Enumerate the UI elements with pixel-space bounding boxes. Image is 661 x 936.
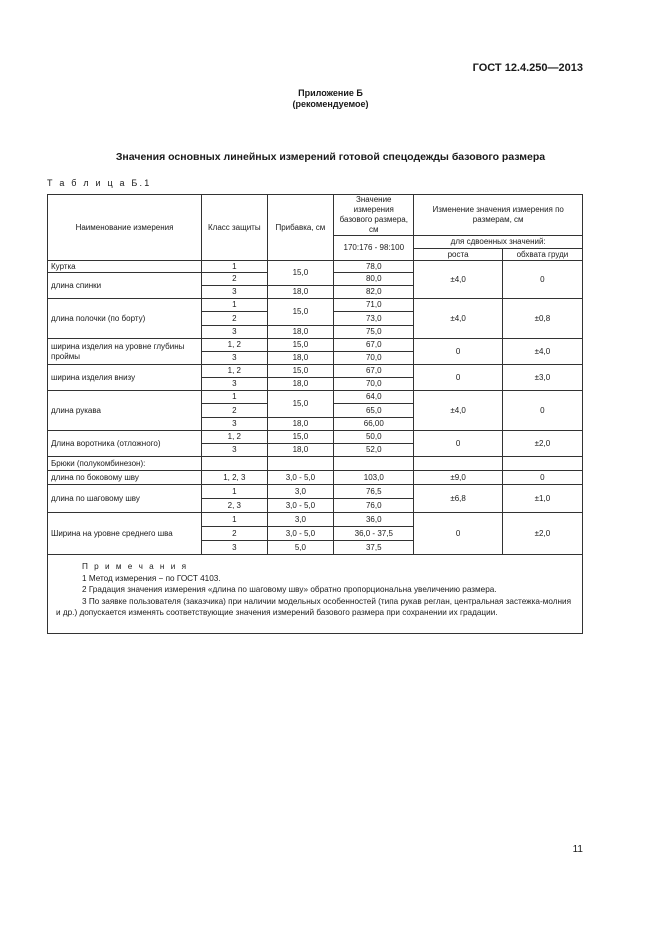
cell: 15,0 — [267, 391, 334, 418]
cell: 76,0 — [334, 499, 414, 513]
table-row — [48, 391, 583, 404]
cell: 2, 3 — [202, 499, 268, 513]
cell: 18,0 — [267, 418, 334, 431]
cell: 50,0 — [334, 431, 414, 444]
cell: ±1,0 — [502, 485, 582, 513]
cell: 1 — [202, 391, 268, 404]
cell: 37,5 — [334, 541, 414, 555]
cell: ±2,0 — [502, 431, 582, 457]
cell: 64,0 — [334, 391, 414, 404]
cell: 71,0 — [334, 299, 414, 312]
cell: ±9,0 — [414, 471, 502, 485]
cell: 3 — [202, 418, 268, 431]
row-label: длина по шаговому шву — [48, 485, 202, 513]
cell: 15,0 — [267, 261, 334, 286]
row-label: длина по боковому шву — [48, 471, 202, 485]
cell — [502, 457, 582, 471]
cell: 0 — [414, 513, 502, 555]
cell — [267, 457, 334, 471]
cell: 15,0 — [267, 299, 334, 326]
cell: 2 — [202, 527, 268, 541]
table-row — [48, 365, 583, 378]
cell: 70,0 — [334, 378, 414, 391]
cell: 18,0 — [267, 352, 334, 365]
table-row — [48, 261, 583, 273]
cell: 15,0 — [267, 339, 334, 352]
cell: 18,0 — [267, 378, 334, 391]
cell: 0 — [414, 365, 502, 391]
annex-heading — [0, 88, 661, 110]
cell: 3 — [202, 444, 268, 457]
row-label: длина рукава — [48, 391, 202, 431]
cell: ±4,0 — [414, 391, 502, 431]
row-label: Длина воротника (отложного) — [48, 431, 202, 457]
table-row — [48, 457, 583, 471]
cell: 52,0 — [334, 444, 414, 457]
cell: ±4,0 — [414, 261, 502, 299]
cell: 1 — [202, 261, 268, 273]
annex-subtitle: (рекомендуемое) — [292, 99, 369, 109]
cell: 36,0 - 37,5 — [334, 527, 414, 541]
table-row — [48, 513, 583, 527]
col-header-height: роста — [414, 249, 502, 261]
cell: 5,0 — [267, 541, 334, 555]
cell: 76,5 — [334, 485, 414, 499]
cell: 2 — [202, 312, 268, 326]
col-header-chest: обхвата груди — [502, 249, 582, 261]
cell: 78,0 — [334, 261, 414, 273]
cell: 80,0 — [334, 273, 414, 286]
table-row — [48, 471, 583, 485]
row-label: Ширина на уровне среднего шва — [48, 513, 202, 555]
cell: 3 — [202, 286, 268, 299]
annex-title: Приложение Б — [298, 88, 363, 98]
cell: 0 — [414, 339, 502, 365]
cell: 70,0 — [334, 352, 414, 365]
table-row — [48, 485, 583, 499]
cell: 0 — [502, 261, 582, 299]
cell: 3,0 — [267, 485, 334, 499]
cell: ±3,0 — [502, 365, 582, 391]
cell: 75,0 — [334, 326, 414, 339]
cell: 3,0 - 5,0 — [267, 471, 334, 485]
cell: 67,0 — [334, 339, 414, 352]
cell: 1, 2 — [202, 365, 268, 378]
note-1: 1 Метод измерения − по ГОСТ 4103. — [82, 573, 221, 583]
row-label: длина спинки — [48, 273, 202, 299]
col-header-allowance: Прибавка, см — [267, 195, 334, 261]
col-header-value: Значение измерения базового размера, см — [334, 195, 414, 236]
cell: ±0,8 — [502, 299, 582, 339]
cell: ±6,8 — [414, 485, 502, 513]
cell — [334, 457, 414, 471]
cell: ±2,0 — [502, 513, 582, 555]
cell: 3 — [202, 541, 268, 555]
table-label: Т а б л и ц а Б.1 — [47, 178, 152, 188]
notes-heading: П р и м е ч а н и я — [82, 562, 189, 571]
col-header-change: Изменение значения измерения по размерам, см — [414, 195, 583, 236]
cell: 15,0 — [267, 365, 334, 378]
page-number: 11 — [572, 844, 583, 855]
col-header-name: Наименование измерения — [48, 195, 202, 261]
row-label: ширина изделия на уровне глубины проймы — [48, 339, 202, 365]
cell: 18,0 — [267, 326, 334, 339]
cell — [202, 457, 268, 471]
cell: 3 — [202, 352, 268, 365]
cell: 1 — [202, 513, 268, 527]
cell: 0 — [502, 471, 582, 485]
cell: 1, 2 — [202, 431, 268, 444]
row-label: длина полочки (по борту) — [48, 299, 202, 339]
row-label: Куртка — [48, 261, 202, 273]
document-title: Значения основных линейных измерений готовой спецодежды базового размера — [115, 151, 546, 163]
cell — [414, 457, 502, 471]
cell: 15,0 — [267, 431, 334, 444]
cell: 0 — [414, 431, 502, 457]
row-label: Брюки (полукомбинезон): — [48, 457, 202, 471]
col-header-change-sub: для сдвоенных значений: — [414, 236, 583, 249]
row-label: ширина изделия внизу — [48, 365, 202, 391]
cell: 103,0 — [334, 471, 414, 485]
cell: 1, 2 — [202, 339, 268, 352]
standard-number: ГОСТ 12.4.250—2013 — [472, 62, 583, 74]
col-header-value-sub: 170:176 - 98:100 — [334, 236, 414, 261]
cell: ±4,0 — [502, 339, 582, 365]
cell: 0 — [502, 391, 582, 431]
cell: 73,0 — [334, 312, 414, 326]
table-row — [48, 299, 583, 312]
cell: 1, 2, 3 — [202, 471, 268, 485]
note-3: 3 По заявке пользователя (заказчика) при наличии модельных особенностей (типа рукав реглан, центральная застежка-молния и др.) допускается изменять соответствующие значения измерений базового размера при сохранении их градации. — [56, 596, 571, 618]
table-row — [48, 431, 583, 444]
cell: 67,0 — [334, 365, 414, 378]
cell: 36,0 — [334, 513, 414, 527]
notes-row — [48, 555, 583, 634]
cell: 2 — [202, 404, 268, 418]
table-row — [48, 339, 583, 352]
col-header-class: Класс защиты — [202, 195, 268, 261]
cell: 3,0 — [267, 513, 334, 527]
cell: 3,0 - 5,0 — [267, 499, 334, 513]
measurements-table — [47, 194, 583, 634]
notes-cell — [48, 555, 583, 634]
cell: 18,0 — [267, 286, 334, 299]
cell: 3 — [202, 378, 268, 391]
cell: 65,0 — [334, 404, 414, 418]
cell: 3,0 - 5,0 — [267, 527, 334, 541]
cell: 1 — [202, 299, 268, 312]
cell: 2 — [202, 273, 268, 286]
cell: 1 — [202, 485, 268, 499]
note-2: 2 Градация значения измерения «длина по шаговому шву» обратно пропорциональна увеличению размера. — [82, 585, 497, 595]
cell: 66,00 — [334, 418, 414, 431]
cell: ±4,0 — [414, 299, 502, 339]
cell: 3 — [202, 326, 268, 339]
cell: 82,0 — [334, 286, 414, 299]
cell: 18,0 — [267, 444, 334, 457]
